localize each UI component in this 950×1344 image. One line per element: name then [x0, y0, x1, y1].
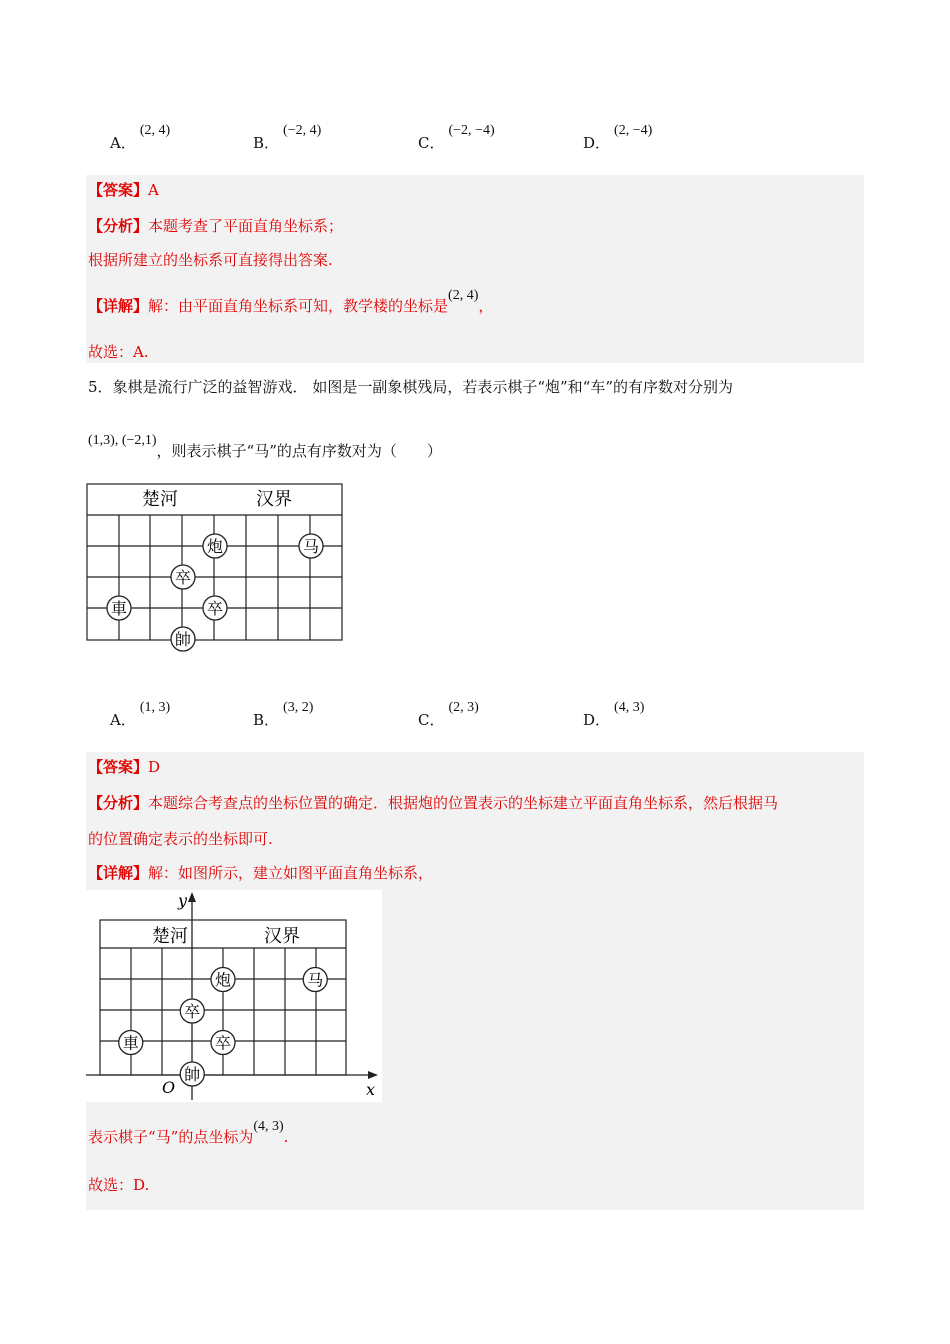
chess-piece — [171, 565, 195, 589]
chess-piece — [203, 534, 227, 558]
chess-piece — [171, 627, 195, 651]
q5-option-b: B．(3, 2) — [253, 700, 314, 729]
chess-piece — [303, 968, 327, 992]
chess-piece-label: 马 — [307, 970, 324, 990]
q4-detail: 【详解】解：由平面直角坐标系可知，教学楼的坐标是(2, 4)， — [88, 288, 494, 315]
chess-piece — [119, 1031, 143, 1055]
q4-option-d: D．(2, −4) — [583, 123, 653, 152]
q4-solution — [86, 175, 864, 363]
q5-analysis-1: 【分析】本题综合考查点的坐标位置的确定．根据炮的位置表示的坐标建立平面直角坐标系，然后根据马 — [88, 794, 779, 812]
y-axis-label: y — [178, 891, 188, 910]
coordinate-board-figure — [86, 890, 382, 1102]
chess-piece-label: 車 — [110, 599, 128, 618]
q5-option-a: A．(1, 3) — [110, 700, 171, 729]
chess-piece-label: 帥 — [174, 630, 192, 649]
chess-piece-label: 卒 — [184, 1002, 201, 1021]
chess-piece — [180, 999, 204, 1023]
q5-stem-2: (1,3), (−2,1)，则表示棋子“马”的点有序数对为（ ） — [88, 433, 442, 460]
chess-piece — [299, 534, 323, 558]
q4-option-c: C．(−2, −4) — [418, 123, 495, 152]
q4-option-b: B．(−2, 4) — [253, 123, 322, 152]
chess-piece-label: 马 — [302, 537, 320, 556]
x-axis-label: x — [366, 1080, 376, 1099]
chess-piece-label: 卒 — [206, 599, 224, 618]
q4-analysis-1: 【分析】本题考查了平面直角坐标系； — [88, 217, 344, 235]
q5-analysis-2: 的位置确定表示的坐标即可. — [88, 830, 273, 848]
q4-analysis-2: 根据所建立的坐标系可直接得出答案. — [88, 251, 333, 269]
river-left-label: 楚河 — [142, 489, 178, 510]
q4-answer: 【答案】A — [88, 181, 159, 199]
q5-conclusion: 表示棋子“马”的点坐标为(4, 3). — [88, 1119, 289, 1146]
board-pieces — [107, 534, 323, 651]
chess-piece — [203, 596, 227, 620]
q4-option-a: A．(2, 4) — [110, 123, 171, 152]
chess-piece — [180, 1062, 204, 1086]
chess-piece — [211, 1031, 235, 1055]
chess-board-figure — [86, 483, 346, 661]
chess-piece-label: 炮 — [206, 537, 224, 556]
q5-stem-1: 5．象棋是流行广泛的益智游戏． 如图是一副象棋残局，若表示棋子“炮”和“车”的有序数对分别为 — [88, 378, 733, 396]
q5-option-c: C．(2, 3) — [418, 700, 479, 729]
chess-piece — [211, 968, 235, 992]
chess-piece-label: 卒 — [214, 1033, 232, 1053]
q5-answer: 【答案】D — [88, 758, 161, 776]
origin-label: O — [162, 1078, 176, 1097]
river-right-label: 汉界 — [256, 489, 292, 510]
q5-option-d: D．(4, 3) — [583, 700, 645, 729]
river-right-label-2: 汉界 — [264, 926, 300, 947]
river-left-label-2: 楚河 — [152, 926, 188, 947]
q5-solution — [86, 752, 864, 1210]
chess-piece-label: 卒 — [174, 568, 192, 587]
chess-piece-label: 炮 — [214, 970, 232, 990]
q4-choice: 故选：A. — [88, 343, 149, 361]
chess-piece — [107, 596, 131, 620]
q5-detail: 【详解】解：如图所示，建立如图平面直角坐标系， — [88, 864, 434, 882]
q5-choice: 故选：D. — [88, 1176, 150, 1194]
chess-piece-label: 帥 — [184, 1065, 201, 1084]
chess-piece-label: 車 — [122, 1033, 139, 1053]
